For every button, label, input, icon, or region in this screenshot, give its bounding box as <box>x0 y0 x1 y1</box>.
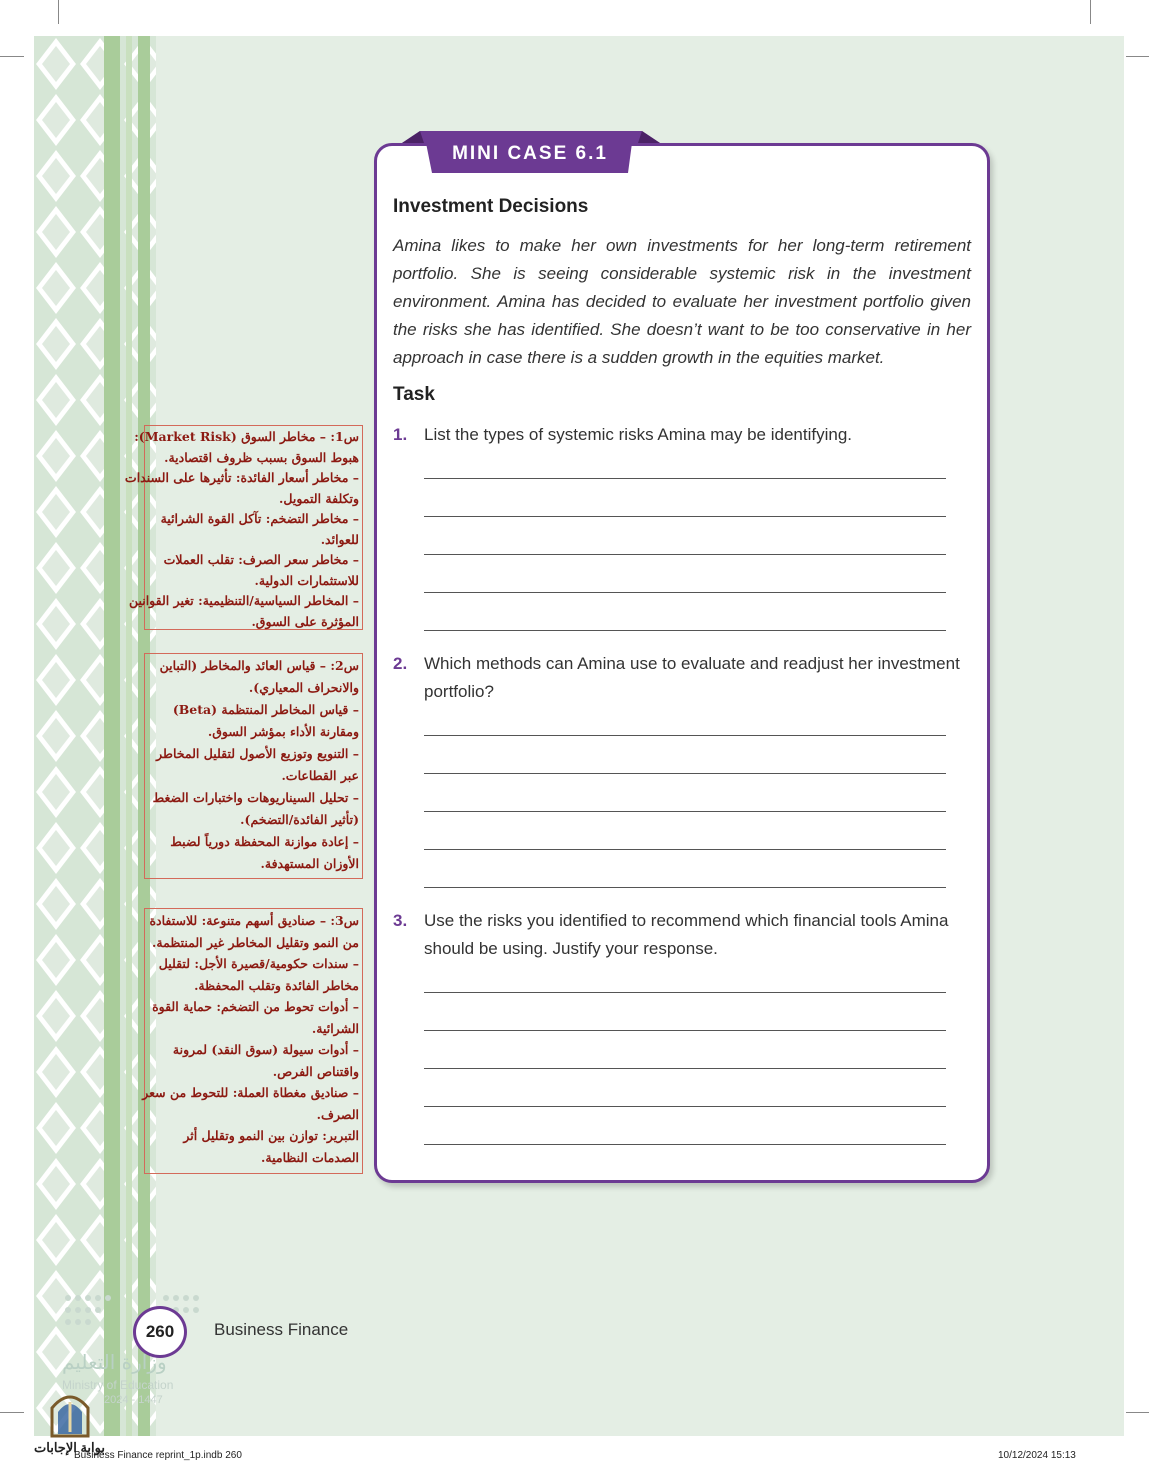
answer-line-text: عبر القطاعات. <box>281 768 359 783</box>
answer-line <box>424 735 946 736</box>
answer-line <box>424 1106 946 1107</box>
answer-line-text: – أدوات تحوط من التضخم: حماية القوة <box>152 999 359 1014</box>
ministry-year: 2024 - 1447 <box>104 1394 163 1406</box>
answer-line-text: الأوزان المستهدفة. <box>260 856 359 871</box>
answer-line-text: مخاطر الفائدة وتقلب المحفظة. <box>194 977 359 993</box>
answer-line-text: – التنويع وتوزيع الأصول لتقليل المخاطر <box>156 746 359 761</box>
crop-mark <box>1090 0 1091 24</box>
answer-box-q1 <box>124 425 363 630</box>
answer-line <box>424 887 946 888</box>
answer-line-text: – المخاطر السياسية/التنظيمية: تغير القوانين <box>128 593 359 608</box>
answer-box-q3 <box>144 908 363 1174</box>
answer-line-text: – صناديق مغطاة العملة: للتحوط من سعر <box>142 1085 359 1100</box>
file-slug: Business Finance reprint_1p.indb 260 <box>74 1450 242 1461</box>
crop-mark <box>0 1412 24 1413</box>
answer-line <box>424 630 946 631</box>
print-timestamp: 10/12/2024 15:13 <box>998 1450 1076 1461</box>
answer-line-text: – إعادة موازنة المحفظة دورياً لضبط <box>170 834 359 849</box>
answer-line-text: س1: – مخاطر السوق (Market Risk): <box>134 429 359 444</box>
ministry-name-en: Ministry of Education <box>62 1378 174 1392</box>
site-logo-icon <box>48 1388 92 1438</box>
mini-case-label: MINI CASE 6.1 <box>452 143 608 164</box>
answer-line-text: – قياس المخاطر المنتظمة (Beta) <box>172 702 359 717</box>
question-2-number: 2. <box>393 654 408 673</box>
decorative-border <box>34 36 156 1436</box>
answer-line <box>424 1068 946 1069</box>
answer-line-text: الشرائية. <box>311 1020 359 1036</box>
crop-mark <box>58 0 59 24</box>
task-heading: Task <box>393 384 435 405</box>
question-3-number: 3. <box>393 911 408 930</box>
page-number: 260 <box>133 1306 187 1358</box>
answer-line <box>424 1144 946 1145</box>
answer-line-text: – مخاطر أسعار الفائدة: تأثيرها على السندات <box>124 470 359 485</box>
answer-line-text: والانحراف المعياري). <box>248 680 359 695</box>
question-1-number: 1. <box>393 425 408 444</box>
site-name: بوابة الإجابات <box>34 1440 105 1455</box>
answer-line-text: – أدوات سيولة (سوق النقد) لمرونة <box>172 1042 359 1057</box>
answer-line <box>424 992 946 993</box>
answer-line-text: س2: – قياس العائد والمخاطر (التباين <box>159 658 359 673</box>
answer-line-text: من النمو وتقليل المخاطر غير المنتظمة. <box>152 934 359 950</box>
crop-mark <box>1126 1412 1149 1413</box>
answer-line-text: س3: – صناديق أسهم متنوعة: للاستفادة <box>149 913 359 928</box>
answer-line-text: (تأثير الفائدة/التضخم). <box>240 812 359 827</box>
answer-line <box>424 811 946 812</box>
question-2-text: Which methods can Amina use to evaluate and readjust her investment portfolio? <box>424 654 960 701</box>
answer-line <box>424 849 946 850</box>
answer-line <box>424 516 946 517</box>
answer-line-text: ومقارنة الأداء بمؤشر السوق. <box>207 724 359 739</box>
answer-line <box>424 554 946 555</box>
answer-line-text: التبرير: توازن بين النمو وتقليل أثر <box>183 1128 359 1143</box>
answer-line <box>424 478 946 479</box>
answer-line-text: الصدمات النظامية. <box>261 1149 359 1165</box>
case-body: Amina likes to make her own investments for her long-term retirement portfolio. She is seeing considerable systemic risk in the investment environment. Amina has decided to evaluate her investment portfolio given the risks she has identified. She doesn’t want to be too conservative in her approach in case there is a sudden growth in the equities market. <box>393 236 971 367</box>
answer-line-text: المؤثرة على السوق. <box>251 613 359 629</box>
book-name: Business Finance <box>214 1320 349 1339</box>
answer-line <box>424 1030 946 1031</box>
answer-line-text: – مخاطر التضخم: تآكل القوة الشرائية <box>160 511 359 526</box>
ministry-name-ar: وزارة التعليم <box>62 1350 167 1374</box>
answer-line-text: – سندات حكومية/قصيرة الأجل: لتقليل <box>158 956 359 971</box>
answer-line-text: هبوط السوق بسبب ظروف اقتصادية. <box>164 449 359 465</box>
answer-line-text: الصرف. <box>316 1106 359 1122</box>
answer-line-text: – تحليل السيناريوهات واختبارات الضغط <box>152 790 359 805</box>
answer-line-text: للاستثمارات الدولية. <box>254 572 359 588</box>
answer-box-q2 <box>144 653 363 879</box>
answer-line-text: واقتناص الفرص. <box>272 1063 359 1079</box>
answer-line-text: للعوائد. <box>320 531 359 547</box>
question-3-text: Use the risks you identified to recommend which financial tools Amina should be using. Justify your response. <box>424 911 949 958</box>
answer-line <box>424 773 946 774</box>
crop-mark <box>0 56 24 57</box>
crop-mark <box>1126 56 1149 57</box>
answer-line <box>424 592 946 593</box>
question-1-text: List the types of systemic risks Amina may be identifying. <box>424 425 853 444</box>
case-title: Investment Decisions <box>393 196 589 217</box>
answer-line-text: وتكلفة التمويل. <box>279 490 359 506</box>
answer-line-text: – مخاطر سعر الصرف: تقلب العملات <box>163 552 359 567</box>
